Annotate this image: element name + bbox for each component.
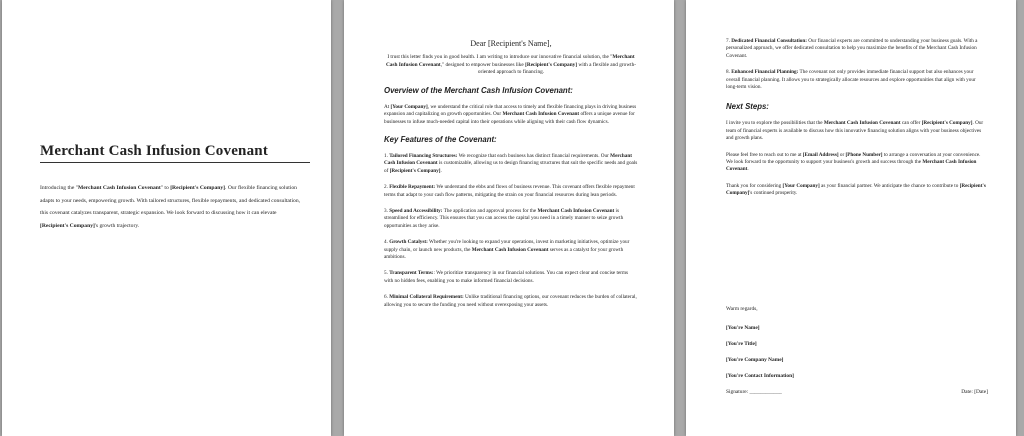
phone-placeholder: [Phone Number]: [845, 151, 883, 158]
feature-item: [384, 270, 638, 285]
bold-text: [Your Company]: [782, 182, 820, 189]
text: Thank you for considering: [726, 182, 783, 189]
text: is streamlined for efficiency. This ensures that you can access the capital you need in a timely manner to seize growth opportunities as they arise.: [384, 208, 624, 229]
thanks-paragraph: [726, 183, 986, 198]
feature-item: [726, 69, 986, 91]
text: 6.: [384, 294, 390, 301]
text: 2.: [384, 184, 390, 191]
page-closing: [686, 0, 1016, 436]
text: 's growth trajectory.: [94, 222, 140, 229]
overview-heading: Overview of the Merchant Cash Infusion Covenant:: [384, 85, 573, 95]
feature-item: [384, 239, 638, 261]
text: 4.: [384, 239, 390, 246]
feature-title: Dedicated Financial Consultation:: [731, 38, 807, 44]
page-cover: [2, 0, 331, 436]
text: 7.: [726, 38, 732, 44]
bold-text: Merchant Cash Infusion Covenant: [385, 54, 635, 68]
signer-name: [You're Name]: [726, 325, 760, 331]
signer-company: [You're Company Name]: [726, 357, 784, 363]
text: 's continued prosperity.: [749, 190, 798, 197]
text: , we understand the critical role that access to timely and flexible financing plays in driving business expansion and capitalizing on growth opportunities. Our: [384, 103, 637, 118]
overview-paragraph: [384, 104, 638, 126]
bold-text: [Recipient's Company]: [389, 167, 441, 174]
text: ," designed to empower businesses like: [440, 61, 526, 68]
bold-text: Merchant Cash Infusion Covenant: [537, 208, 615, 215]
feature-title: Tailored Financing Structures:: [389, 153, 458, 159]
text: Unlike traditional financing options, our covenant reduces the burden of collateral, allowing you to secure the funding you need without overexposing your assets.: [384, 294, 637, 308]
text: as your financial partner. We anticipate the chance to contribute to: [819, 182, 960, 189]
document-title: Merchant Cash Infusion Covenant: [40, 143, 310, 163]
feature-title: Growth Catalyst:: [389, 239, 428, 246]
text: Our financial experts are committed to understanding your business goals. With a personalized approach, we offer dedicated consultation to help you maximize the benefits of the Merchant Cash Infusion Covenant.: [726, 38, 978, 59]
feature-item: [384, 294, 638, 309]
text: 5.: [384, 270, 390, 277]
text: 1.: [384, 153, 390, 159]
bold-text: Merchant Cash Infusion Covenant: [726, 159, 977, 173]
bold-text: Merchant Cash Infusion Covenant: [78, 185, 161, 191]
text: .: [747, 166, 749, 173]
text: Please feel free to reach out to me at: [726, 151, 803, 158]
text: " to: [160, 185, 171, 191]
bold-text: [Your Company]: [390, 103, 428, 110]
bold-text: Merchant Cash Infusion Covenant: [471, 246, 549, 253]
feature-title: Minimal Collateral Requirement:: [389, 294, 464, 301]
text: is customizable, allowing us to design financing structures that suit the specific needs and goals of: [384, 160, 638, 174]
text: .: [440, 167, 442, 174]
text: Introducing the ": [40, 185, 79, 191]
bold-text: [Recipient's Company]: [170, 185, 226, 191]
features-heading: Key Features of the Covenant:: [384, 135, 497, 144]
feature-title: Transparent Terms:: [389, 270, 434, 277]
text: : We prioritize transparency in our financial solutions. You can expect clear and concise terms with no hidden fees, enabling you to make informed financial decisions.: [384, 270, 629, 284]
email-placeholder: [Email Address]: [802, 151, 839, 158]
closing-regards: Warm regards,: [726, 306, 758, 312]
text: with a flexible and growth-oriented approach to financing.: [477, 61, 637, 76]
text: I invite you to explore the possibilities that the: [726, 120, 824, 127]
text: can offer: [900, 120, 922, 127]
text: Whether you're looking to expand your operations, invest in marketing initiatives, optimize your supply chain, or launch new products, the: [384, 239, 630, 253]
text: The application and approval process for the: [442, 208, 538, 215]
text: 3.: [384, 208, 390, 215]
feature-item: [726, 38, 986, 60]
text: At: [384, 103, 391, 110]
signer-title: [You're Title]: [726, 341, 757, 347]
page-letter: [344, 0, 674, 436]
text: . Our flexible financing solution adapts to your needs, empowering growth. With tailored structures, flexible repayments, and dedicated consultation, this covenant catalyzes transparent, strategic expansion. We look forward to discussing how it can elevate: [40, 185, 301, 217]
next-steps-paragraph: [726, 120, 986, 142]
bold-text: Merchant Cash Infusion Covenant: [823, 120, 901, 127]
text: or: [838, 151, 846, 158]
signature-line: Signature: ____________: [726, 389, 782, 395]
bold-text: [Recipient's Company]: [525, 61, 578, 68]
bold-text: Merchant Cash Infusion Covenant: [384, 153, 632, 167]
text: serves as a catalyst for your growth ambitions.: [384, 246, 624, 261]
text: to arrange a conversation at your convenience. We look forward to the opportunity to support your business's growth and success through the: [726, 151, 981, 166]
text: We recognize that each business has distinct financial requirements. Our: [457, 153, 611, 159]
bold-text: [Recipient's Company]: [40, 222, 95, 229]
text: The covenant not only provides immediate financial support but also enhances your overall financial planning. It allows you to strategically allocate resources and explore opportunities that align with your long-term vision.: [726, 69, 976, 91]
text: . Our team of financial experts is available to discuss how this innovative financing solution aligns with your business objectives and growth plans.: [726, 120, 984, 142]
bold-text: [Recipient's Company]: [921, 120, 973, 127]
text: offers a unique avenue for businesses to infuse much-needed capital into their operations while aligning with their cash flow dynamics.: [384, 111, 635, 125]
cover-intro: [40, 182, 302, 232]
letter-closing: [726, 306, 988, 405]
feature-title: Speed and Accessibility:: [389, 208, 443, 215]
feature-title: Enhanced Financial Planning:: [731, 69, 799, 76]
date-field: Date: [Date]: [961, 389, 988, 395]
feature-item: [384, 153, 638, 175]
signer-contact: [You're Contact Information]: [726, 373, 794, 379]
text: I trust this letter finds you in good health. I am writing to introduce our innovative financial solution, the ": [387, 54, 613, 60]
next-steps-heading: Next Steps:: [726, 102, 769, 112]
text: We understand the ebbs and flows of business revenue. This covenant offers flexible repayment terms that adapt to your cash flow patterns, mitigating the strain on your financial resources during lean periods.: [384, 184, 635, 198]
text: 8.: [726, 69, 732, 76]
feature-item: [384, 184, 638, 199]
feature-title: Flexible Repayment:: [389, 184, 436, 191]
bold-text: [Recipient's Company]: [726, 182, 986, 197]
features-list: [384, 153, 638, 309]
letter-intro: [384, 54, 638, 77]
bold-text: Merchant Cash Infusion Covenant: [502, 111, 580, 118]
letter-greeting: Dear [Recipient's Name],: [470, 39, 552, 48]
contact-paragraph: [726, 152, 986, 174]
feature-item: [384, 208, 638, 230]
